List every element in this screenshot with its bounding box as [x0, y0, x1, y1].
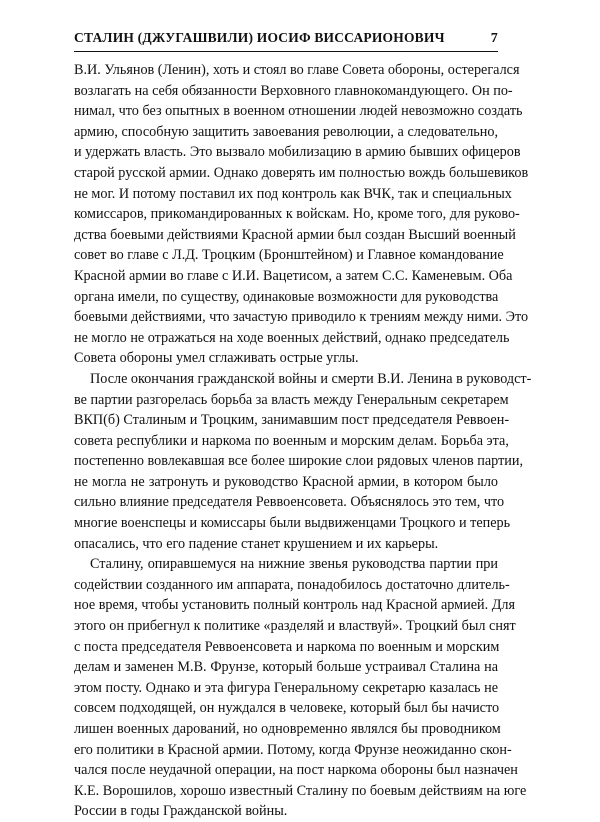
text-line: ВКП(б) Сталиным и Троцким, занимавшим пост председателя Реввоен- — [74, 412, 510, 429]
text-line: ве партии разгорелась борьба за власть между Генеральным секретарем — [74, 391, 509, 408]
text-line: Совета обороны умел сглаживать острые углы. — [74, 350, 359, 367]
text-line: нимал, что без опытных в военном отношении людей невозможно создать — [74, 103, 523, 120]
text-line: сильно влияние председателя Реввоенсовета. Объяснялось это тем, что — [74, 494, 505, 511]
text-line: и удержать власть. Это вызвало мобилизацию в армию бывших офицеров — [74, 144, 521, 161]
text-line: ное время, чтобы установить полный контроль над Красной армией. Для — [74, 597, 516, 614]
text-line: России в годы Гражданской войны. — [74, 803, 288, 820]
text-line: совета республики и наркома по военным и морским делам. Борьба эта, — [74, 432, 509, 449]
text-line: комиссаров, прикомандированных к войскам. Но, кроме того, для руково- — [74, 206, 520, 223]
text-line: содействии созданного им аппарата, понадобилось достаточно длитель- — [74, 576, 510, 593]
text-line: этого он прибегнул к политике «разделяй и властвуй». Троцкий был снят — [74, 618, 516, 635]
text-line: делам и заменен М.В. Фрунзе, который больше устраивал Сталина на — [74, 659, 498, 676]
text-line: совет во главе с Л.Д. Троцким (Бронштейном) и Главное командование — [74, 247, 504, 264]
paragraph — [74, 60, 529, 369]
text-line: с поста председателя Реввоенсовета и наркома по военным и морским — [74, 638, 500, 655]
body-text — [74, 60, 532, 822]
text-line: Красной армии во главе с И.И. Вацетисом, а затем С.С. Каменевым. Оба — [74, 267, 513, 284]
book-page — [74, 30, 532, 822]
text-line: После окончания гражданской войны и смерти В.И. Ленина в руководст- — [90, 370, 532, 387]
text-line: боевыми действиями, что зачастую приводило к трениям между ними. Это — [74, 309, 529, 326]
text-line: постепенно вовлекавшая все более широкие слои рядовых членов партии, — [74, 453, 523, 470]
text-line: совсем подходящей, он нуждался в человеке, который был бы начисто — [74, 700, 500, 717]
text-line: возлагать на себя обязанности Верховного главнокомандующего. Он по- — [74, 82, 513, 99]
text-line: В.И. Ульянов (Ленин), хоть и стоял во главе Совета обороны, остерегался — [74, 62, 520, 78]
paragraph-container — [74, 60, 532, 822]
text-line: старой русской армии. Однако доверять им полностью вождь большевиков — [74, 164, 529, 181]
running-header-title: СТАЛИН (ДЖУГАШВИЛИ) ИОСИФ ВИССАРИОНОВИЧ — [74, 30, 445, 45]
paragraph — [74, 554, 527, 822]
text-line: этом посту. Однако и эта фигура Генеральному секретарю казалась не — [74, 679, 498, 696]
running-header — [74, 30, 498, 52]
text-line: его политики в Красной армии. Потому, когда Фрунзе неожиданно скон- — [74, 741, 512, 758]
text-line: не мог. И потому поставил их под контроль как ВЧК, так и специальных — [74, 185, 512, 202]
text-line: дства боевыми действиями Красной армии был создан Высший военный — [74, 226, 516, 243]
page-number: 7 — [490, 31, 498, 46]
text-line: опасались, что его падение станет крушением и их карьеры. — [74, 535, 439, 552]
text-line: не могло не отражаться на ходе военных действий, однако председатель — [74, 329, 510, 346]
text-line: чался после неудачной операции, на пост наркома обороны был назначен — [74, 762, 518, 779]
text-line: не могла не затронуть и руководство Красной армии, в котором было — [74, 473, 498, 490]
text-line: лишен военных дарований, но одновременно являлся бы проводником — [74, 721, 501, 737]
text-line: К.Е. Ворошилов, хорошо известный Сталину по боевым действиям на юге — [74, 782, 527, 799]
paragraph — [74, 369, 532, 554]
text-line: армию, способную защитить завоевания революции, а следовательно, — [74, 123, 498, 140]
text-line: органа имели, по существу, одинаковые возможности для руководства — [74, 288, 499, 305]
text-line: Сталину, опиравшемуся на нижние звенья руководства партии при — [90, 556, 498, 573]
text-line: многие военспецы и комиссары были выдвиженцами Троцкого и теперь — [74, 515, 511, 532]
